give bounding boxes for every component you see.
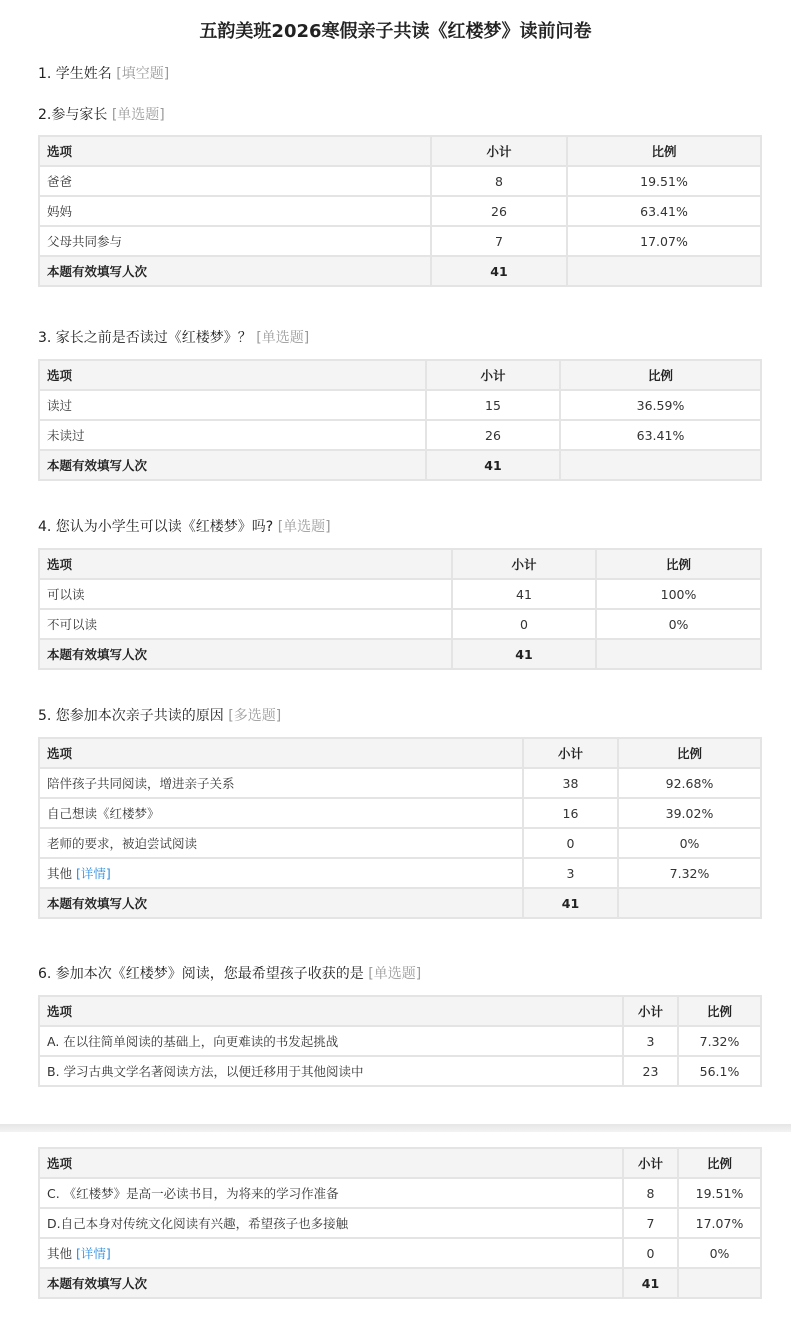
ratio-cell: 63.41% (560, 420, 761, 450)
table-header-row (39, 1148, 761, 1178)
option-cell: 陪伴孩子共同阅读，增进亲子关系 (39, 768, 523, 798)
question-text: 1. 学生姓名 (38, 66, 112, 82)
count-cell: 15 (426, 390, 560, 420)
question-type: [单选题] (277, 519, 331, 535)
header-option: 选项 (39, 136, 431, 166)
table-row (39, 390, 761, 420)
total-row (39, 450, 761, 480)
table-header-row (39, 549, 761, 579)
total-count: 41 (523, 888, 618, 918)
count-cell: 8 (623, 1178, 678, 1208)
page-title: 五韵美班2026寒假亲子共读《红楼梦》读前问卷 (199, 21, 592, 42)
table-header-row (39, 738, 761, 768)
table-row (39, 196, 761, 226)
table-row (39, 798, 761, 828)
count-cell: 0 (623, 1238, 678, 1268)
count-cell: 8 (431, 166, 567, 196)
count-cell: 7 (431, 226, 567, 256)
total-label: 本题有效填写人次 (39, 450, 426, 480)
question-type: [多选题] (228, 708, 282, 724)
table-row (39, 1026, 761, 1056)
question-1-heading (38, 64, 169, 84)
ratio-cell: 19.51% (567, 166, 761, 196)
total-count: 41 (452, 639, 596, 669)
ratio-cell: 7.32% (618, 858, 761, 888)
question-type: [填空题] (116, 66, 170, 82)
option-cell: 未读过 (39, 420, 426, 450)
total-label: 本题有效填写人次 (39, 639, 452, 669)
ratio-cell: 39.02% (618, 798, 761, 828)
question-5-table (38, 737, 762, 919)
option-cell: 爸爸 (39, 166, 431, 196)
header-ratio: 比例 (567, 136, 761, 166)
header-option: 选项 (39, 738, 523, 768)
ratio-cell: 36.59% (560, 390, 761, 420)
header-option: 选项 (39, 1148, 623, 1178)
header-count: 小计 (523, 738, 618, 768)
table-row (39, 768, 761, 798)
empty-cell (560, 450, 761, 480)
count-cell: 26 (431, 196, 567, 226)
table-row (39, 828, 761, 858)
header-count: 小计 (426, 360, 560, 390)
table-header-row (39, 360, 761, 390)
empty-cell (618, 888, 761, 918)
header-count: 小计 (623, 996, 678, 1026)
detail-link[interactable]: [详情] (76, 1246, 111, 1261)
table-header-row (39, 136, 761, 166)
count-cell: 3 (523, 858, 618, 888)
screenshot-divider (0, 1124, 791, 1132)
ratio-cell: 0% (618, 828, 761, 858)
count-cell: 26 (426, 420, 560, 450)
option-cell: D.自己本身对传统文化阅读有兴趣，希望孩子也多接触 (39, 1208, 623, 1238)
question-text: 6. 参加本次《红楼梦》阅读，您最希望孩子收获的是 (38, 966, 364, 982)
table-row (39, 609, 761, 639)
empty-cell (567, 256, 761, 286)
table-row (39, 1208, 761, 1238)
question-3-table (38, 359, 762, 481)
ratio-cell: 17.07% (567, 226, 761, 256)
header-option: 选项 (39, 360, 426, 390)
question-2-heading (38, 105, 165, 125)
table-row (39, 1178, 761, 1208)
empty-cell (596, 639, 761, 669)
question-4-table (38, 548, 762, 670)
option-cell: 可以读 (39, 579, 452, 609)
header-count: 小计 (431, 136, 567, 166)
question-text: 3. 家长之前是否读过《红楼梦》？ (38, 330, 252, 346)
total-row (39, 256, 761, 286)
detail-link[interactable]: [详情] (76, 866, 111, 881)
option-cell: C. 《红楼梦》是高一必读书目，为将来的学习作准备 (39, 1178, 623, 1208)
option-cell (39, 1238, 623, 1268)
table-header-row (39, 996, 761, 1026)
total-row (39, 639, 761, 669)
header-ratio: 比例 (618, 738, 761, 768)
option-cell: 妈妈 (39, 196, 431, 226)
count-cell: 16 (523, 798, 618, 828)
ratio-cell: 56.1% (678, 1056, 761, 1086)
question-5-heading (38, 706, 281, 726)
option-text: 其他 (47, 1246, 73, 1261)
question-text: 5. 您参加本次亲子共读的原因 (38, 708, 224, 724)
question-3-heading (38, 328, 309, 348)
option-cell: 老师的要求，被迫尝试阅读 (39, 828, 523, 858)
header-ratio: 比例 (560, 360, 761, 390)
header-ratio: 比例 (596, 549, 761, 579)
total-label: 本题有效填写人次 (39, 888, 523, 918)
table-row (39, 579, 761, 609)
count-cell: 41 (452, 579, 596, 609)
header-count: 小计 (452, 549, 596, 579)
table-row (39, 858, 761, 888)
ratio-cell: 7.32% (678, 1026, 761, 1056)
count-cell: 0 (452, 609, 596, 639)
option-cell: B. 学习古典文学名著阅读方法，以便迁移用于其他阅读中 (39, 1056, 623, 1086)
ratio-cell: 0% (596, 609, 761, 639)
total-label: 本题有效填写人次 (39, 256, 431, 286)
question-2-table (38, 135, 762, 287)
ratio-cell: 63.41% (567, 196, 761, 226)
question-6-heading (38, 964, 421, 984)
table-row (39, 166, 761, 196)
total-row (39, 888, 761, 918)
total-count: 41 (426, 450, 560, 480)
count-cell: 38 (523, 768, 618, 798)
question-6-table-part-2 (38, 1147, 762, 1299)
ratio-cell: 0% (678, 1238, 761, 1268)
option-cell: A. 在以往简单阅读的基础上，向更难读的书发起挑战 (39, 1026, 623, 1056)
ratio-cell: 17.07% (678, 1208, 761, 1238)
question-type: [单选题] (111, 107, 165, 123)
header-option: 选项 (39, 996, 623, 1026)
total-count: 41 (431, 256, 567, 286)
question-6-table-part-1 (38, 995, 762, 1087)
header-ratio: 比例 (678, 996, 761, 1026)
ratio-cell: 92.68% (618, 768, 761, 798)
option-cell: 不可以读 (39, 609, 452, 639)
header-ratio: 比例 (678, 1148, 761, 1178)
empty-cell (678, 1268, 761, 1298)
option-cell: 读过 (39, 390, 426, 420)
count-cell: 3 (623, 1026, 678, 1056)
table-row (39, 226, 761, 256)
option-cell (39, 858, 523, 888)
header-count: 小计 (623, 1148, 678, 1178)
table-row (39, 1238, 761, 1268)
table-row (39, 420, 761, 450)
count-cell: 23 (623, 1056, 678, 1086)
option-text: 其他 (47, 866, 73, 881)
total-count: 41 (623, 1268, 678, 1298)
total-label: 本题有效填写人次 (39, 1268, 623, 1298)
question-text: 4. 您认为小学生可以读《红楼梦》吗? (38, 519, 274, 535)
question-type: [单选题] (256, 330, 310, 346)
question-text: 2.参与家长 (38, 107, 108, 123)
ratio-cell: 100% (596, 579, 761, 609)
question-type: [单选题] (368, 966, 422, 982)
table-row (39, 1056, 761, 1086)
total-row (39, 1268, 761, 1298)
count-cell: 7 (623, 1208, 678, 1238)
ratio-cell: 19.51% (678, 1178, 761, 1208)
option-cell: 自己想读《红楼梦》 (39, 798, 523, 828)
count-cell: 0 (523, 828, 618, 858)
option-cell: 父母共同参与 (39, 226, 431, 256)
question-4-heading (38, 517, 331, 537)
header-option: 选项 (39, 549, 452, 579)
